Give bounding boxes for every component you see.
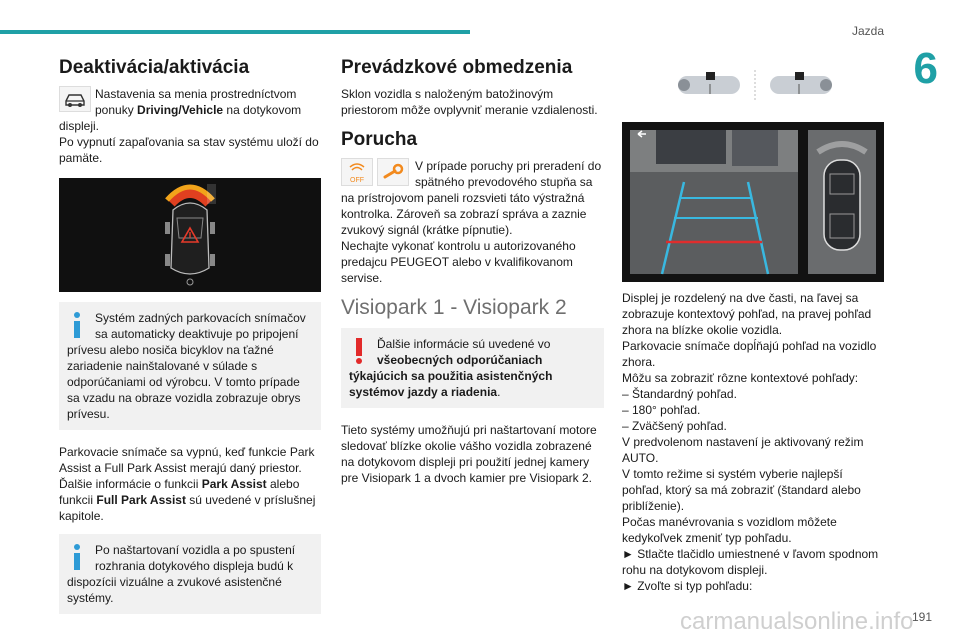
section-title-fault: Porucha [341,129,418,150]
general-recommendations-text: Ďalšie informácie sú uvedené vo všeobecných odporúčaniach týkajúcich sa použitia asistenčných systémov jazdy a riadenia. [349,337,553,399]
display-line-2: Parkovacie snímače dopĺňajú pohľad na vozidlo zhora. [622,339,877,369]
camera-display-figure [622,122,884,282]
general-recommendations-note [341,328,604,408]
watermark: carmanualsonline.info [680,608,914,635]
trailer-note [59,302,321,430]
display-line-9: Počas manévrovania s vozidlom môžete kedykoľvek zmeniť typ pohľadu. [622,515,837,545]
startup-note [59,534,321,614]
display-line-1: Displej je rozdelený na dve časti, na ľavej sa zobrazuje kontextový pohľad, na pravej pohľad zhora na blízke okolie vozidla. [622,291,872,337]
settings-paragraph [59,86,321,166]
section-title-deactivation: Deaktivácia/aktivácia [59,57,250,78]
settings-text: Nastavenia sa menia prostredníctvom ponuky Driving/Vehicle na dotykovom displeji. [59,87,302,133]
display-line-3: Môžu sa zobraziť rôzne kontextové pohľady: [622,371,859,385]
view-standard: – Štandardný pohľad. [622,387,737,401]
service-text: Nechajte vykonať kontrolu u autorizovaného predajcu PEUGEOT alebo v kvalifikovanom servise. [341,239,576,285]
column-3 [622,56,884,594]
exclamation-icon [349,336,369,366]
display-line-8: V tomto režime si systém vyberie najlepší pohľad, ktorý sa má zobraziť (štandard alebo priblíženie). [622,467,861,513]
running-title: Jazda [851,24,884,38]
memory-text: Po vypnutí zapaľovania sa stav systému uloží do pamäte. [59,135,319,165]
page-number: 191 [911,610,932,624]
step-press-button: ► Stlačte tlačidlo umiestnené v ľavom spodnom rohu na dotykovom displeji. [622,547,879,577]
display-line-7: V predvolenom nastavení je aktivovaný režim AUTO. [622,435,864,465]
view-zoom: – Zväčšený pohľad. [622,419,727,433]
section-title-visiopark: Visiopark 1 - Visiopark 2 [341,296,567,319]
section-title-limits: Prevádzkové obmedzenia [341,57,573,78]
info-icon [67,542,87,572]
startup-note-text: Po naštartovaní vozidla a po spustení rozhrania dotykového displeja budú k dispozícii vizuálne a zvukové asistenčné systémy. [67,543,296,605]
column-2 [341,56,604,486]
fault-paragraph [341,158,604,286]
car-settings-icon [59,86,91,112]
info-icon [67,310,87,340]
column-1 [59,56,321,628]
chapter-number: 6 [913,44,938,93]
trailer-note-text: Systém zadných parkovacích snímačov sa automaticky deaktivuje po pripojení prívesu alebo nosiča bicyklov na ťažné zariadenie nainštalované v súlade s odporúčaniami od výrobcu. V tomto prípade sa vzadu na obraze vozidla zobrazuje obrys prívesu. [67,311,306,421]
view-180: – 180° pohľad. [622,403,701,417]
wrench-icon [377,158,409,186]
visiopark-description: Tieto systémy umožňujú pri naštartovaní motore sledovať blízke okolie vášho vozidla zobrazené na dotykovom displeji pri použití jednej kamery pre Visiopark 1 a dvoch kamier pre Visiopark 2. [341,423,597,485]
step-select-view: ► Zvoľte si typ pohľadu: [622,579,753,593]
camera-mode-icons [622,66,884,108]
park-assist-paragraph: Parkovacie snímače sa vypnú, keď funkcie Park Assist a Full Park Assist merajú daný priestor. Ďalšie informácie o funkcii Park Assist alebo funkcii Full Park Assist sú uvedené v príslušnej kapitole. [59,445,316,523]
park-off-icon [341,158,373,186]
top-accent-bar [0,30,470,34]
fault-text: V prípade poruchy pri preradení do spätného prevodového stupňa sa na prístrojovom paneli rozsvieti táto výstražná kontrolka. Zároveň sa zobrazí správa a zaznie zvukový signál (krátke pípnutie). [341,159,602,237]
rear-sensor-figure [59,178,321,292]
off-label: OFF [350,177,364,184]
limits-text: Sklon vozidla s naloženým batožinovým priestorom môže ovplyvniť meranie vzdialenosti. [341,87,598,117]
